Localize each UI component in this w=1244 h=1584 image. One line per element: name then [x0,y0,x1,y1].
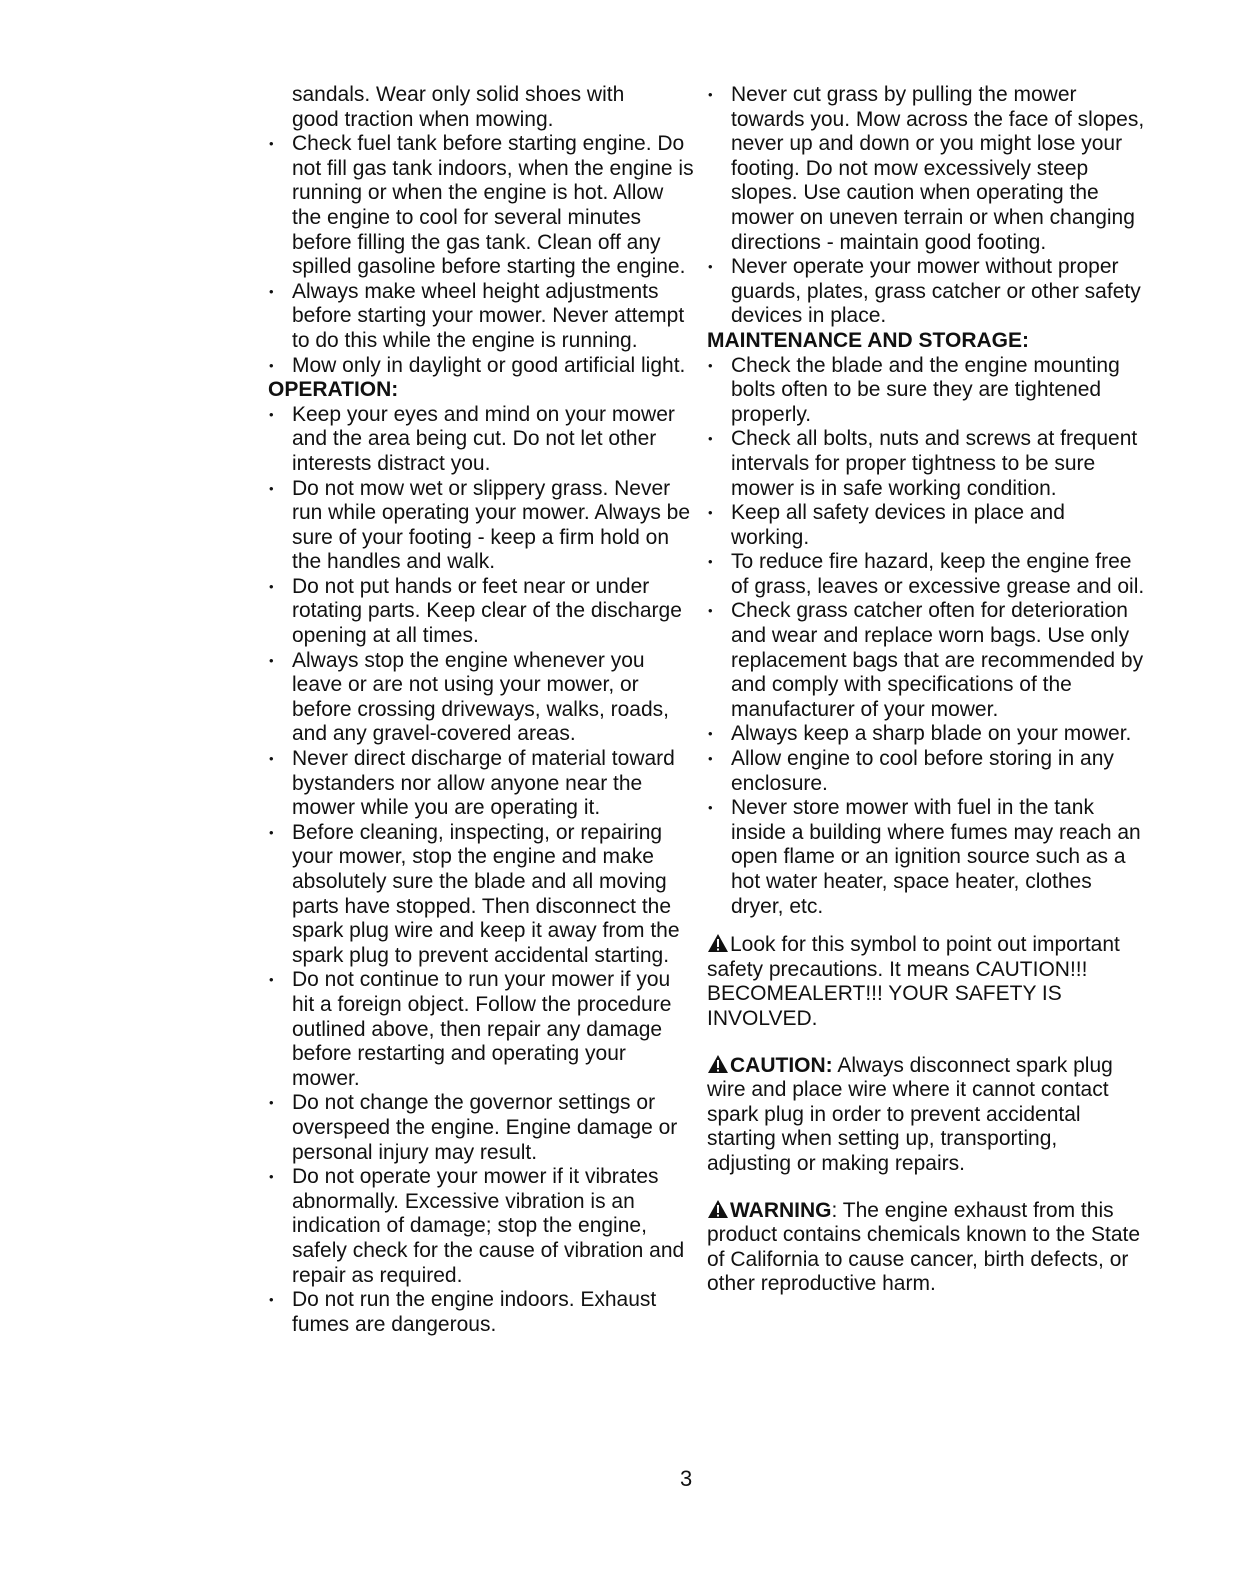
bullet-item: • Never store mower with fuel in the tank inside a building where fumes may reach an open flame or an ignition source such as a hot water heater, space heater, clothes dryer, etc. [707,796,1147,919]
safety-symbol-note [707,933,1147,1031]
bullet-item: • Allow engine to cool before storing in any enclosure. [707,747,1147,796]
safety-alert-icon [707,933,729,953]
bullet-item: • Always make wheel height adjustments before starting your mower. Never attempt to do this while the engine is running. [268,280,698,354]
operation-heading: OPERATION: [268,378,399,402]
caution-label: CAUTION: [730,1053,833,1077]
operation-bullets [268,403,698,1338]
bullet-item: • Never operate your mower without proper guards, plates, grass catcher or other safety devices in place. [707,255,1147,329]
caution-note [707,1054,1147,1177]
bullet-item: • Check all bolts, nuts and screws at frequent intervals for proper tightness to be sure mower is in safe working condition. [707,427,1147,501]
maintenance-heading: MAINTENANCE AND STORAGE: [707,328,1030,352]
maintenance-bullets [707,354,1147,920]
warning-alert-icon [707,1199,729,1219]
symbol-note-text: Look for this symbol to point out important safety precautions. It means CAUTION!!! BECOMEALERT!!! YOUR SAFETY IS INVOLVED. [707,933,1120,1030]
bullet-item: • Always keep a sharp blade on your mower. [707,722,1147,747]
bullet-item: • Check grass catcher often for deterioration and wear and replace worn bags. Use only replacement bags that are recommended by and comply with specifications of the manufacturer of your mower. [707,599,1147,722]
intro-line-2: good traction when mowing. [292,107,554,131]
bullet-item: • Do not operate your mower if it vibrates abnormally. Excessive vibration is an indication of damage; stop the engine, safely check for the cause of vibration and repair as required. [268,1165,698,1288]
bullet-item: • Do not change the governor settings or overspeed the engine. Engine damage or personal injury may result. [268,1091,698,1165]
left-column [268,83,698,1337]
bullet-item: • Do not run the engine indoors. Exhaust fumes are dangerous. [268,1288,698,1337]
intro-line-1: sandals. Wear only solid shoes with [292,83,625,106]
caution-text: Always disconnect spark plug wire and place wire where it cannot contact spark plug in order to prevent accidental starting when setting up, transporting, adjusting or making repairs. [707,1053,1113,1175]
caution-alert-icon [707,1054,729,1074]
bullet-item: • Do not continue to run your mower if you hit a foreign object. Follow the procedure outlined above, then repair any damage before restarting and operating your mower. [268,968,698,1091]
bullet-item: • Do not put hands or feet near or under rotating parts. Keep clear of the discharge opening at all times. [268,575,698,649]
bullet-item: • Keep all safety devices in place and working. [707,501,1147,550]
warning-text: : The engine exhaust from this product contains chemicals known to the State of California to cause cancer, birth defects, or other reproductive harm. [707,1198,1141,1296]
bullet-item: • Do not mow wet or slippery grass. Never run while operating your mower. Always be sure of your footing - keep a firm hold on the handles and walk. [268,477,698,575]
bullet-item: • To reduce fire hazard, keep the engine free of grass, leaves or excessive grease and oil. [707,550,1147,599]
bullet-item: • Never direct discharge of material toward bystanders nor allow anyone near the mower while you are operating it. [268,747,698,821]
bullet-item: • Check fuel tank before starting engine. Do not fill gas tank indoors, when the engine is running or when the engine is hot. Allow the engine to cool for several minutes before filling the gas tank. Clean off any spilled gasoline before starting the engine. [268,132,698,280]
mowing-bullets [707,83,1147,329]
bullet-item: • Before cleaning, inspecting, or repairing your mower, stop the engine and make absolutely sure the blade and all moving parts have stopped. Then disconnect the spark plug wire and keep it away from the spark plug to prevent accidental starting. [268,821,698,969]
bullet-item: • Always stop the engine whenever you leave or are not using your mower, or before crossing driveways, walks, roads, and any gravel-covered areas. [268,649,698,747]
warning-label: WARNING [730,1198,832,1222]
bullet-item: • Check the blade and the engine mounting bolts often to be sure they are tightened properly. [707,354,1147,428]
bullet-item: • Never cut grass by pulling the mower towards you. Mow across the face of slopes, never up and down or you might lose your footing. Do not mow excessively steep slopes. Use caution when operating the mower on uneven terrain or when changing directions - maintain good footing. [707,83,1147,255]
general-bullets [268,132,698,378]
bullet-item: • Mow only in daylight or good artificial light. [268,354,698,379]
warning-note [707,1199,1147,1297]
bullet-item: • Keep your eyes and mind on your mower and the area being cut. Do not let other interests distract you. [268,403,698,477]
page-number: 3 [680,1466,693,1491]
right-column [707,83,1147,1297]
